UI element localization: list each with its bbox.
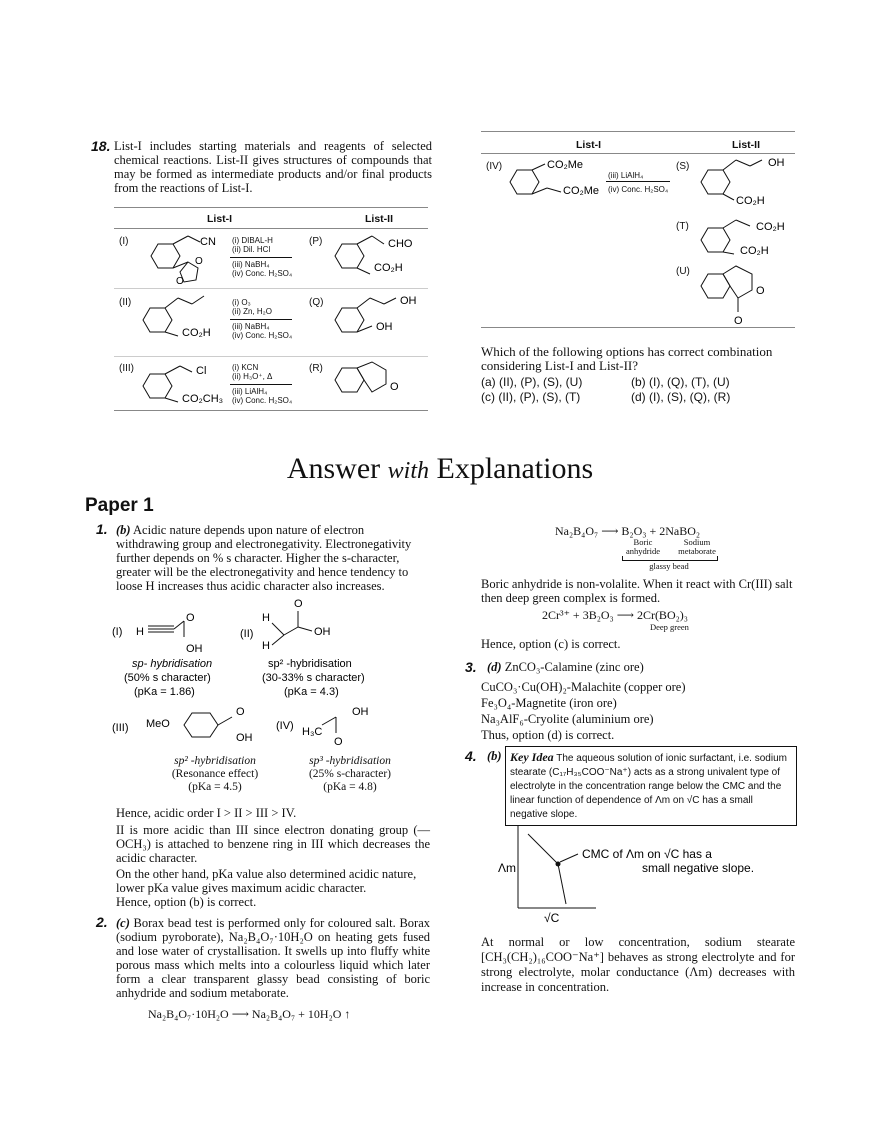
svg-text:OH: OH — [186, 643, 203, 655]
reagent-i-2: (ii) Dil. HCl — [232, 245, 271, 254]
svg-text:sp- hybridisation: sp- hybridisation — [132, 658, 213, 670]
answer-3-conclusion: Thus, option (d) is correct. — [481, 728, 615, 742]
answer-2-conclusion: Hence, option (c) is correct. — [481, 637, 621, 651]
svg-text:H₃C: H₃C — [302, 726, 323, 738]
table2-header-rule — [481, 153, 795, 154]
svg-text:OH: OH — [314, 626, 331, 638]
reagent-i-1: (i) DIBAL-H — [232, 236, 273, 245]
svg-text:(30-33% s character): (30-33% s character) — [262, 672, 365, 684]
reagent-iii-1: (i) KCN — [232, 363, 259, 372]
svg-text:sp² -hybridisation: sp² -hybridisation — [268, 658, 352, 670]
y-axis-label: Λm — [498, 861, 517, 875]
option-b[interactable]: (b) (I), (Q), (T), (U) — [631, 375, 730, 389]
answer-number-3: 3. — [465, 659, 477, 675]
graph-annotation-1: CMC of Λm on √C has a — [582, 847, 712, 861]
svg-text:CO₂CH₃: CO₂CH₃ — [182, 393, 224, 405]
reagent-ii-2: (ii) Zn, H₂O — [232, 307, 272, 316]
reagent-iii-3: (iii) LiAlH₄ — [232, 387, 268, 396]
row-u: (U) — [676, 266, 690, 277]
reagent-iii-4: (iv) Conc. H₂SO₄ — [232, 396, 293, 405]
reaction-arrow — [606, 181, 670, 182]
table-header-rule — [114, 228, 428, 229]
answer-3-line2: CuCO₃·Cu(OH)₂-Malachite (copper ore) — [481, 680, 686, 694]
svg-text:CO₂Me: CO₂Me — [547, 159, 584, 171]
reagent-i-4: (iv) Conc. H₂SO₄ — [232, 269, 293, 278]
cn-label: CN — [200, 236, 216, 248]
borax-equation-2: Na₂B₄O₇ ⟶ B₂O₃ + 2NaBO₂ — [555, 524, 701, 538]
reagent-iv-4: (iv) Conc. H₂SO₄ — [608, 185, 669, 194]
reagent-iii-2: (ii) H₃O⁺, Δ — [232, 372, 273, 381]
structure-r — [332, 360, 422, 410]
question-number: 18. — [91, 138, 111, 154]
reaction-arrow — [230, 319, 292, 320]
table2-top-rule — [481, 131, 795, 132]
graph-annotation-2: small negative slope. — [642, 861, 755, 875]
option-d[interactable]: (d) (I), (S), (Q), (R) — [631, 390, 731, 404]
svg-text:O: O — [186, 612, 195, 624]
svg-text:(pKa = 4.3): (pKa = 4.3) — [284, 686, 339, 698]
svg-text:H: H — [136, 626, 144, 638]
acid-iii-caption: sp² -hybridisation (Resonance effect) (pKa = 4.5) — [171, 755, 259, 793]
svg-text:(pKa = 1.86): (pKa = 1.86) — [134, 686, 195, 698]
answer-1-order: Hence, acidic order I > II > III > IV. — [116, 806, 297, 820]
list-i-header: List-I — [207, 213, 233, 225]
svg-text:OH: OH — [352, 706, 369, 718]
structure-q — [332, 294, 422, 344]
svg-text:O: O — [236, 706, 245, 718]
svg-text:(I): (I) — [112, 626, 123, 638]
row-s: (S) — [676, 161, 690, 172]
svg-text:CO₂H: CO₂H — [740, 245, 769, 257]
structure-ii — [140, 294, 230, 344]
reaction-arrow — [230, 384, 292, 385]
reagent-ii-1: (i) O₃ — [232, 298, 251, 307]
structure-s — [698, 156, 798, 206]
row-r: (R) — [309, 363, 323, 374]
answer-3-line4: Na₃AlF₆-Cryolite (aluminium ore) — [481, 712, 654, 726]
row-id-ii: (II) — [119, 297, 132, 308]
x-axis-label: √C — [544, 911, 560, 925]
svg-text:(II): (II) — [240, 628, 254, 640]
answer-title: Answer with Explanations — [286, 452, 594, 485]
reagent-ii-4: (iv) Conc. H₂SO₄ — [232, 331, 293, 340]
svg-text:OH: OH — [768, 157, 785, 169]
structure-iii — [140, 360, 240, 410]
svg-text:H: H — [262, 612, 270, 624]
svg-text:CO₂H: CO₂H — [374, 262, 403, 274]
list-ii-header-2: List-II — [732, 139, 760, 151]
structure-i — [140, 232, 230, 292]
structure-u — [698, 264, 798, 327]
svg-text:O: O — [195, 256, 203, 267]
answer-number-1: 1. — [96, 521, 108, 537]
row-divider — [114, 288, 428, 289]
answer-1-para2: II is more acidic than III since electron donating group (—OCH₃) is attached to benzene ring in III which decreases the acidic character. — [116, 823, 430, 865]
svg-text:OH: OH — [236, 732, 253, 744]
chromium-equation: 2Cr³⁺ + 3B₂O₃ ⟶ 2Cr(BO₂)₃ — [542, 608, 688, 622]
structure-p — [332, 232, 422, 282]
row-id-iv: (IV) — [486, 161, 503, 172]
acid-iv-caption: sp³ -hybridisation (25% s-character) (pKa = 4.8) — [308, 755, 392, 793]
table-top-rule — [114, 207, 428, 208]
answer-1-para3: On the other hand, pKa value also determined acidic nature, lower pKa value gives maximum acidic character. — [116, 867, 417, 895]
svg-text:O: O — [734, 315, 743, 327]
question-prompt: Which of the following options has correct combination considering List-I and List-II? — [481, 344, 773, 373]
svg-text:CO₂H: CO₂H — [756, 221, 785, 233]
svg-text:O: O — [756, 285, 765, 297]
question-text: List-I includes starting materials and reagents of selected chemical reactions. List-II gives structures of compounds that may be formed as intermediate products and/or final products from the reactions of List-I. — [114, 139, 432, 195]
row-id-iii: (III) — [119, 363, 134, 374]
svg-text:H: H — [262, 640, 270, 652]
structure-t — [698, 214, 798, 264]
row-id-i: (I) — [119, 236, 129, 247]
row-divider — [114, 356, 428, 357]
answer-3-line3: Fe₃O₄-Magnetite (iron ore) — [481, 696, 617, 710]
option-c[interactable]: (c) (II), (P), (S), (T) — [481, 390, 581, 404]
list-ii-header: List-II — [365, 213, 393, 225]
reagent-iv-3: (iii) LiAlH₄ — [608, 171, 644, 180]
reagent-i-3: (iii) NaBH₄ — [232, 260, 270, 269]
answer-2-text: (c) Borax bead test is performed only for coloured salt. Borax (sodium pyroborate), Na₂B₄O₇·10H₂O on heating gets fused and lose water of crystallisation. It swells up into fluffy white porous mass which melts into a colourless liquid which later form a clear transparent glassy bead consisting of boric anhydride and sodium metaborate. — [116, 916, 430, 1000]
answer-number-4: 4. — [465, 748, 477, 764]
answer-4-text: At normal or low concentration, sodium stearate [CH₃(CH₂)₁₆COO⁻Na⁺] behaves as strong electrolyte and for strong electrolyte, molar conductance (Λm) decreases with increase in concentration. — [481, 935, 795, 994]
acid-structures — [112, 598, 432, 765]
paper-heading: Paper 1 — [85, 495, 154, 516]
svg-text:CO₂H: CO₂H — [736, 195, 765, 207]
answer-1-text: (b) Acidic nature depends upon nature of electron withdrawing group and electronegativity. Electronegativity further depends on % s character. Higher the s-character, greater will be the electronegativity and hence tendency to loose H increases thus acidic character also increases. — [116, 523, 412, 593]
boric-label: Boric anhydride — [626, 537, 660, 556]
answer-3-line1: (d) ZnCO₃-Calamine (zinc ore) — [487, 660, 644, 674]
option-a[interactable]: (a) (II), (P), (S), (U) — [481, 375, 583, 389]
answer-1-conclusion: Hence, option (b) is correct. — [116, 895, 257, 909]
deep-green-label: Deep green — [650, 622, 689, 632]
answer-4-key: (b) — [487, 749, 502, 763]
table2-bottom-rule — [481, 327, 795, 328]
svg-text:(IV): (IV) — [276, 720, 294, 732]
glassy-label: glassy bead — [649, 561, 689, 571]
svg-text:CHO: CHO — [388, 238, 413, 250]
svg-text:(III): (III) — [112, 722, 129, 734]
row-p: (P) — [309, 236, 323, 247]
key-idea-box: Key Idea The aqueous solution of ionic surfactant, i.e. sodium stearate (C₁₇H₃₅COO⁻Na⁺) acts as a strong univalent type of electrolyte in the concentration range below the CMC and the linear function of dependence of Λm on √C has a small negative slope. — [505, 746, 797, 826]
svg-text:Cl: Cl — [196, 365, 207, 377]
reaction-arrow — [230, 257, 292, 258]
svg-text:MeO: MeO — [146, 718, 170, 730]
conductance-graph — [496, 822, 756, 932]
sodium-label: Sodium metaborate — [678, 537, 716, 556]
svg-text:O: O — [334, 736, 343, 748]
svg-text:O: O — [176, 276, 184, 287]
svg-text:O: O — [294, 598, 303, 610]
answer-2-para2: Boric anhydride is non-volalite. When it react with Cr(III) salt then deep green complex is formed. — [481, 577, 793, 605]
row-q: (Q) — [309, 297, 324, 308]
reagent-ii-3: (iii) NaBH₄ — [232, 322, 270, 331]
answer-number-2: 2. — [96, 914, 108, 930]
structure-iv — [507, 156, 617, 206]
svg-text:OH: OH — [400, 295, 417, 307]
svg-text:OH: OH — [376, 321, 393, 333]
table-bottom-rule — [114, 410, 428, 411]
svg-text:CO₂Me: CO₂Me — [563, 185, 600, 197]
borax-equation-1: Na₂B₄O₇·10H₂O ⟶ Na₂B₄O₇ + 10H₂O ↑ — [148, 1007, 351, 1021]
svg-text:(50% s character): (50% s character) — [124, 672, 211, 684]
svg-text:O: O — [390, 381, 399, 393]
row-t: (T) — [676, 221, 689, 232]
list-i-header-2: List-I — [576, 139, 602, 151]
svg-text:CO₂H: CO₂H — [182, 327, 211, 339]
